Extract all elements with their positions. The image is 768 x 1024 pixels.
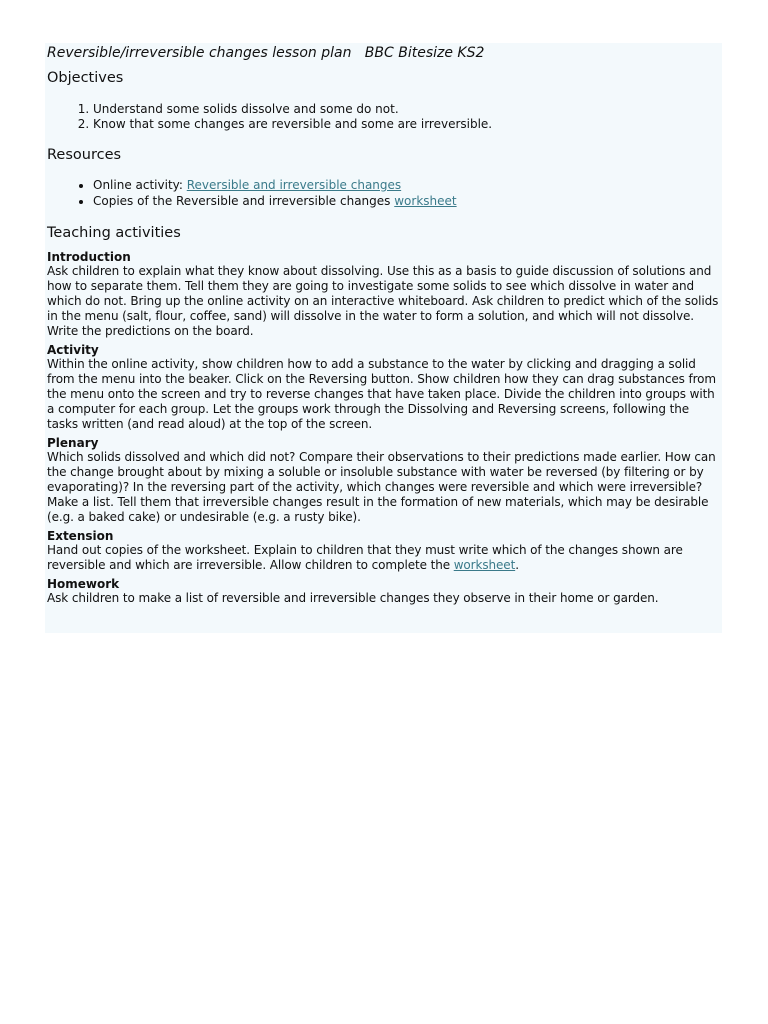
homework-section [47,577,722,606]
online-activity-link[interactable]: Reversible and irreversible changes [186,178,402,192]
extension-text-after: . [515,558,519,572]
extension-section [47,529,722,573]
activity-text: Within the online activity, show children how to add a substance to the water by clicking and dragging a solid from the menu into the beaker. Click on the Reversing button. Show children how they can drag substances from the menu onto the screen and try to reverse changes that have taken place. Divide the children into groups with a computer for each group. Let the groups work through the Dissolving and Reversing screens, following the tasks written (and read aloud) at the top of the screen. [47,357,716,431]
resource-item-worksheet [93,193,722,209]
activity-title: Activity [47,343,99,357]
lesson-plan-inner [45,43,722,606]
resources-heading: Resources [47,147,122,163]
homework-title: Homework [47,577,120,591]
resource-prefix: Online activity: [93,178,187,192]
activity-section [47,343,722,432]
extension-text [47,543,722,573]
objectives-heading: Objectives [47,70,124,86]
objectives-list [47,102,722,132]
introduction-text: Ask children to explain what they know about dissolving. Use this as a basis to guide discussion of solutions and how to separate them. Tell them they are going to investigate some solids to see which dissolve in water and which do not. Bring up the online activity on an interactive whiteboard. Ask children to predict which of the solids in the menu (salt, flour, coffee, sand) will dissolve in the water to form a solution, and which will not dissolve. Write the predictions on the board. [47,264,719,338]
plenary-section [47,436,722,525]
homework-text: Ask children to make a list of reversible and irreversible changes they observe in their home or garden. [47,591,659,605]
worksheet-link[interactable]: worksheet [394,194,457,208]
extension-worksheet-link[interactable]: worksheet [453,558,516,572]
extension-title: Extension [47,529,114,543]
introduction-title: Introduction [47,250,131,264]
plenary-title: Plenary [47,436,99,450]
plenary-text: Which solids dissolved and which did not? Compare their observations to their predictions made earlier. How can the change brought about by mixing a soluble or insoluble substance with water be reversed (by filtering or by evaporating)? In the reversing part of the activity, which changes were reversible and which were irreversible? Make a list. Tell them that irreversible changes result in the formation of new materials, which may be desirable (e.g. a baked cake) or undesirable (e.g. a rusty bike). [47,450,716,524]
extension-text-before: Hand out copies of the worksheet. Explain to children that they must write which of the changes shown are reversible and which are irreversible. Allow children to complete the [47,543,683,572]
resource-prefix: Copies of the Reversible and irreversible changes [93,194,395,208]
resources-list [47,177,722,209]
teaching-activities-heading: Teaching activities [47,225,181,241]
resource-item-online-activity [93,177,722,193]
objective-item: 2. Know that some changes are reversible and some are irreversible. [93,117,722,132]
lesson-plan-content [45,43,722,633]
document-title: Reversible/irreversible changes lesson plan BBC Bitesize KS2 [47,45,485,61]
objective-item: 1. Understand some solids dissolve and some do not. [93,102,722,117]
introduction-section [47,250,722,339]
